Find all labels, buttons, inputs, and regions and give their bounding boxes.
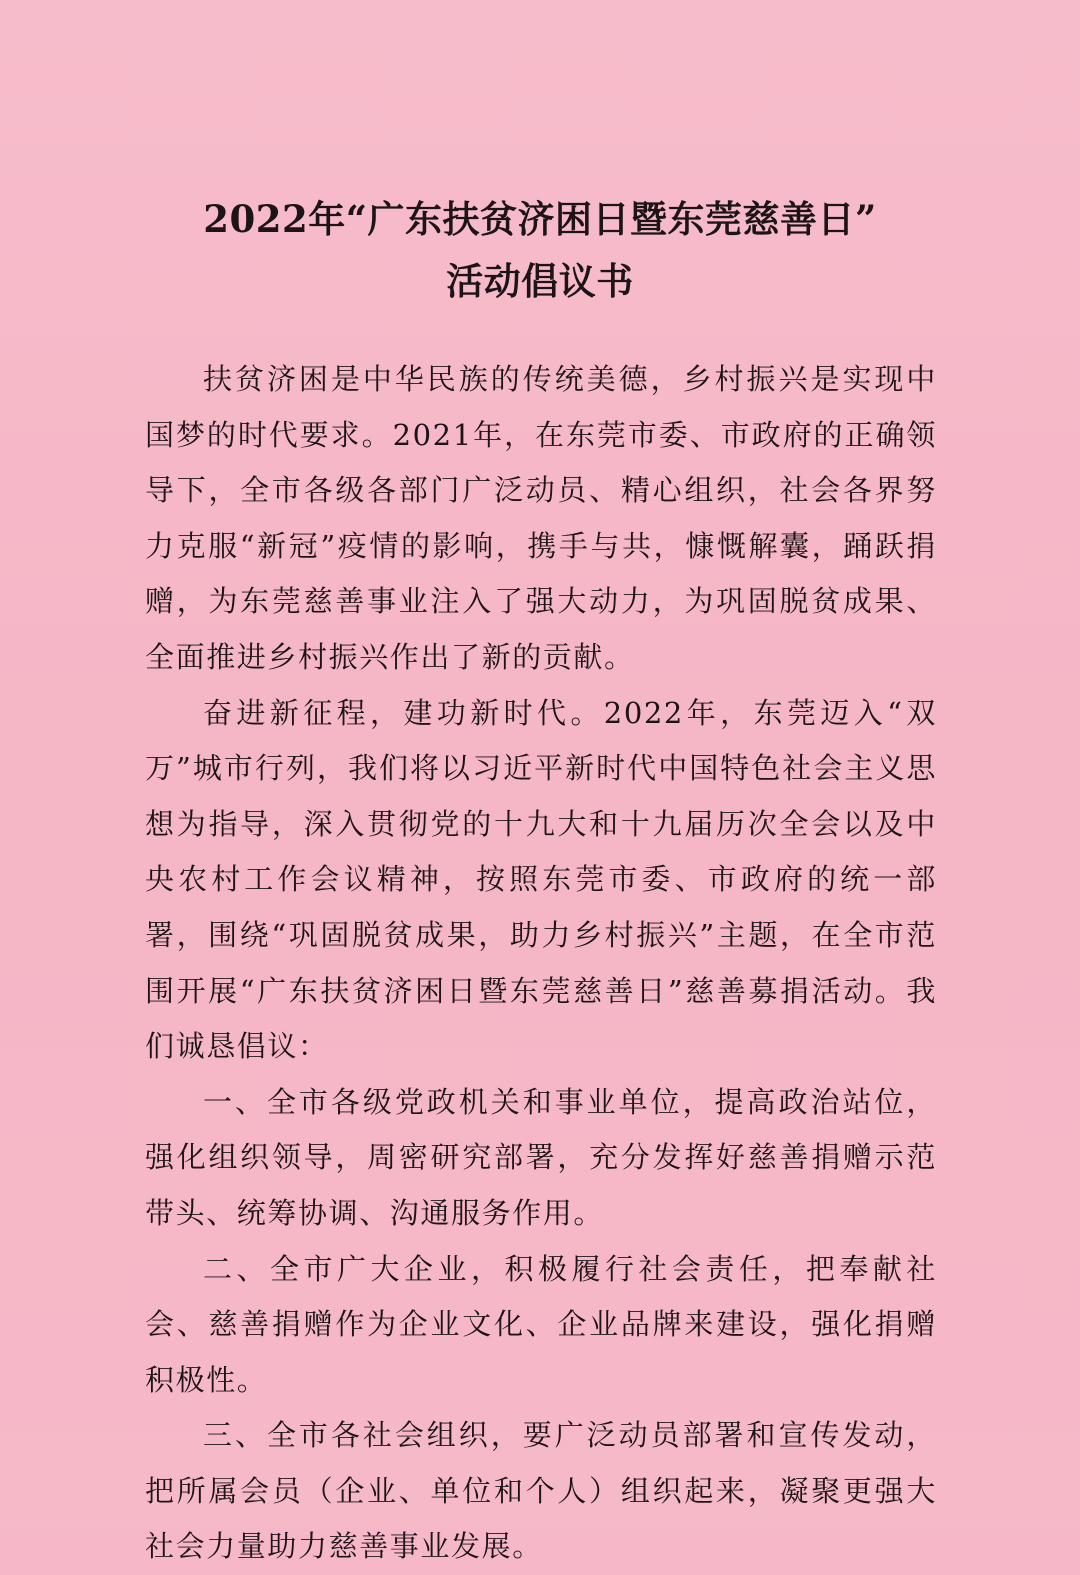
paragraph-item-3: 三、全市各社会组织，要广泛动员部署和宣传发动，把所属会员（企业、单位和个人）组织起来，凝聚更强大社会力量助力慈善事业发展。 xyxy=(145,1418,937,1564)
title-line-1: 2022年“广东扶贫济困日暨东莞慈善日” xyxy=(203,197,877,241)
title-line-2: 活动倡议书 xyxy=(446,259,634,303)
document-title xyxy=(90,188,990,312)
document-body xyxy=(145,352,937,1575)
paragraph-intro: 扶贫济困是中华民族的传统美德，乡村振兴是实现中国梦的时代要求。2021年，在东莞市委、市政府的正确领导下，全市各级各部门广泛动员、精心组织，社会各界努力克服“新冠”疫情的影响，携手与共，慷慨解囊，踊跃捐赠，为东莞慈善事业注入了强大动力，为巩固脱贫成果、全面推进乡村振兴作出了新的贡献。 xyxy=(145,362,937,674)
paragraph-item-1: 一、全市各级党政机关和事业单位，提高政治站位，强化组织领导，周密研究部署，充分发挥好慈善捐赠示范带头、统筹协调、沟通服务作用。 xyxy=(145,1084,937,1230)
paragraph-proposal: 奋进新征程，建功新时代。2022年，东莞迈入“双万”城市行列，我们将以习近平新时代中国特色社会主义思想为指导，深入贯彻党的十九大和十九届历次全会以及中央农村工作会议精神，按照东莞市委、市政府的统一部署，围绕“巩固脱贫成果，助力乡村振兴”主题，在全市范围开展“广东扶贫济困日暨东莞慈善日”慈善募捐活动。我们诚恳倡议： xyxy=(145,695,937,1064)
paragraph-item-2: 二、全市广大企业，积极履行社会责任，把奉献社会、慈善捐赠作为企业文化、企业品牌来建设，强化捐赠积极性。 xyxy=(145,1251,937,1397)
